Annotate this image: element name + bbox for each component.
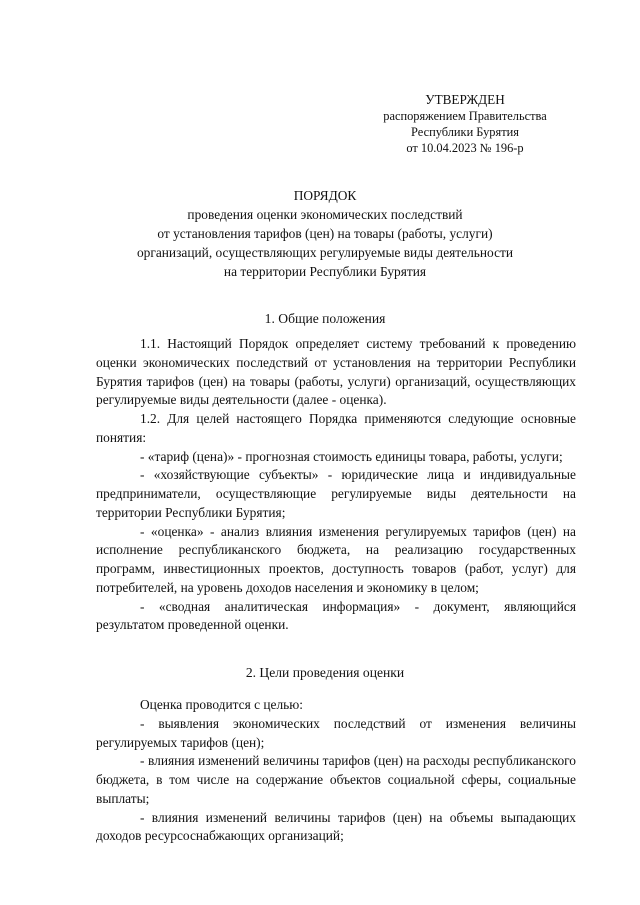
title-line: проведения оценки экономических последствий	[187, 207, 463, 222]
approval-line: Республики Бурятия	[411, 125, 519, 139]
section-heading-general: 1. Общие положения	[264, 311, 386, 326]
title-line: от установления тарифов (цен) на товары (работы, услуги)	[157, 226, 493, 241]
approval-line: распоряжением Правительства	[383, 109, 547, 123]
goal-item: - влияния изменений величины тарифов (цен) на расходы республиканского бюджета, в том числе на содержание объектов социальной сферы, социальные выплаты;	[96, 753, 576, 806]
definition-item: - «сводная аналитическая информация» - документ, являющийся результатом проведенной оценки.	[96, 598, 576, 633]
title-line: организаций, осуществляющих регулируемые виды деятельности	[136, 245, 514, 260]
paragraph: 1.2. Для целей настоящего Порядка применяются следующие основные понятия:	[96, 411, 576, 445]
definition-item: - «тариф (цена)» - прогнозная стоимость единицы товара, работы, услуги;	[140, 448, 563, 464]
section-body-goals	[96, 696, 576, 846]
approval-stamp	[360, 92, 570, 156]
goal-item: - выявления экономических последствий от изменения величины регулируемых тарифов (цен);	[96, 715, 576, 750]
definition-item: - «оценка» - анализ влияния изменения регулируемых тарифов (цен) на исполнение республиканского бюджета, на реализацию государственных программ, инвестиционных проектов, доступность товаров (работ, услуг) для потребителей, на уровень доходов населения и экономику в целом;	[96, 523, 576, 595]
approval-title: УТВЕРЖДЕН	[425, 92, 505, 107]
paragraph: 1.1. Настоящий Порядок определяет систему требований к проведению оценки экономических последствий от установления на территории Республики Бурятия тарифов (цен) на товары (работы, услуги) организаций, осуществляющих регулируемые виды деятельности (далее - оценка).	[96, 336, 576, 408]
definition-item: - «хозяйствующие субъекты» - юридические лица и индивидуальные предприниматели, осуществляющие регулируемые виды деятельности на территории Республики Бурятия;	[96, 467, 576, 520]
paragraph: Оценка проводится с целью:	[140, 697, 303, 712]
section-heading-goals: 2. Цели проведения оценки	[245, 665, 405, 680]
section-body-general	[96, 335, 576, 635]
goal-item: - влияния изменений величины тарифов (цен) на объемы выпадающих доходов ресурсоснабжающих организаций;	[96, 809, 576, 844]
title-heading: ПОРЯДОК	[293, 188, 357, 203]
title-line: на территории Республики Бурятия	[223, 264, 427, 279]
approval-date-number: от 10.04.2023 № 196-р	[406, 141, 524, 155]
document-title	[80, 186, 570, 281]
